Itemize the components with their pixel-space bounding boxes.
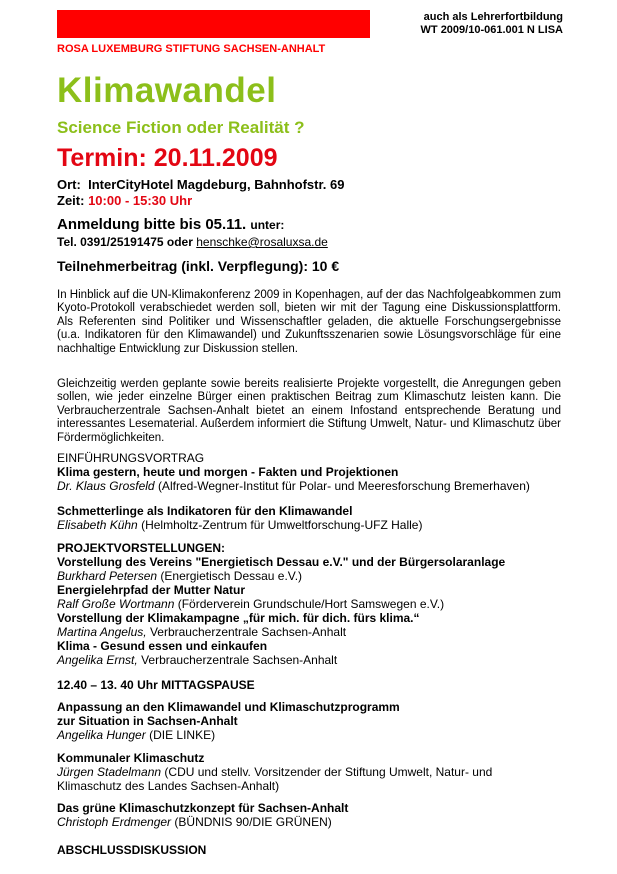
project-title: Klima - Gesund essen und einkaufen [57, 639, 268, 653]
project-speaker-line [57, 569, 567, 583]
intro-paragraph-1: In Hinblick auf die UN-Klimakonferenz 2009 in Kopenhagen, auf der das Nachfolgeabkommen zum Kyoto-Protokoll verabschiedet werden soll, bieten wir mit der Tagung eine Diskussionsplattform. Als Referenten sind Politiker und Wissenschaftler geladen, die aktuelle Forschungsergebnisse (u.a. Indikatoren für den Klimawandel) und Zukunftsszenarien sowie Lösungsvorschläge für eine nachhaltige Entwicklung zur Diskussion stellen. [57, 289, 561, 355]
time-line [57, 193, 192, 208]
program-section-projects [57, 541, 567, 667]
speaker-org: Verbraucherzentrale Sachsen-Anhalt [141, 653, 338, 667]
location-value: InterCityHotel Magdeburg, Bahnhofstr. 69 [88, 177, 345, 192]
speaker-name: Angelika Ernst, [57, 653, 138, 667]
speaker-name: Christoph Erdmenger [57, 815, 172, 829]
section-heading: PROJEKTVORSTELLUNGEN: [57, 541, 226, 555]
talk-title: Das grüne Klimaschutzkonzept für Sachsen-Anhalt [57, 801, 349, 815]
project-title: Energielehrpfad der Mutter Natur [57, 583, 246, 597]
event-date: Termin: 20.11.2009 [57, 144, 278, 172]
registration-deadline: Anmeldung bitte bis 05.11. [57, 216, 247, 233]
contact-line [57, 235, 328, 249]
speaker-name: Elisabeth Kühn [57, 518, 138, 532]
section-heading: EINFÜHRUNGSVORTRAG [57, 451, 205, 465]
speaker-name: Jürgen Stadelmann [57, 765, 162, 779]
speaker-name: Burkhard Petersen [57, 569, 158, 583]
speaker-org: Verbraucherzentrale Sachsen-Anhalt [149, 625, 347, 639]
program-talk-municipal [57, 751, 567, 793]
registration-unter: unter: [250, 218, 285, 232]
speaker-org: (Förderverein Grundschule/Hort Samswegen e.V.) [177, 597, 445, 611]
talk-title-line-2: zur Situation in Sachsen-Anhalt [57, 714, 238, 728]
project-speaker-line [57, 653, 567, 667]
location-line [57, 177, 345, 192]
talk-title: Kommunaler Klimaschutz [57, 751, 205, 765]
program-section-intro [57, 451, 567, 493]
speaker-name: Ralf Große Wortmann [57, 597, 175, 611]
note-line-2: WT 2009/10-061.001 N LISA [420, 24, 563, 36]
time-value: 10:00 - 15:30 Uhr [88, 193, 193, 208]
speaker-org: (Energietisch Dessau e.V.) [160, 569, 303, 583]
speaker-name: Martina Angelus, [57, 625, 147, 639]
speaker-org: (Alfred-Wegner-Institut für Polar- und Meeresforschung Bremerhaven) [157, 479, 530, 493]
project-speaker-line [57, 597, 567, 611]
talk-title-line-1: Anpassung an den Klimawandel und Klimaschutzprogramm [57, 700, 400, 714]
project-speaker-line [57, 625, 567, 639]
talk-speaker-line [57, 479, 567, 493]
speaker-name: Angelika Hunger [57, 728, 146, 742]
project-title: Vorstellung der Klimakampagne „für mich. für dich. fürs klima.“ [57, 611, 420, 625]
speaker-org: (DIE LINKE) [149, 728, 216, 742]
talk-title: Klima gestern, heute und morgen - Fakten und Projektionen [57, 465, 399, 479]
event-subtitle: Science Fiction oder Realität ? [57, 118, 305, 137]
teacher-training-note [393, 11, 563, 37]
talk-speaker-line [57, 765, 567, 779]
talk-speaker-line [57, 728, 567, 742]
closing-discussion: ABSCHLUSSDISKUSSION [57, 843, 207, 857]
program-talk-butterflies [57, 504, 567, 532]
header-red-bar [57, 10, 370, 38]
contact-phone: Tel. 0391/25191475 oder [57, 235, 193, 249]
speaker-name: Dr. Klaus Grosfeld [57, 479, 155, 493]
event-title: Klimawandel [57, 71, 277, 110]
project-title: Vorstellung des Vereins "Energietisch Dessau e.V." und der Bürgersolaranlage [57, 555, 506, 569]
speaker-org: (BÜNDNIS 90/DIE GRÜNEN) [174, 815, 332, 829]
talk-speaker-line [57, 815, 567, 829]
intro-paragraph-2: Gleichzeitig werden geplante sowie bereits realisierte Projekte vorgestellt, die Anregungen geben sollen, wie jeder einzelne Bürger einen praktischen Beitrag zum Klimaschutz leisten kann. Die Verbraucherzentrale Sachsen-Anhalt bietet an einem Infostand entsprechende Beratung und interessantes Lesematerial. Außerdem informiert die Stiftung Umwelt, Natur- und Klimaschutz über Fördermöglichkeiten. [57, 378, 561, 444]
speaker-org: (CDU und stellv. Vorsitzender der Stiftung Umwelt, Natur- und [164, 765, 493, 779]
note-line-1: auch als Lehrerfortbildung [423, 11, 563, 23]
talk-speaker-line [57, 518, 567, 532]
location-label: Ort: [57, 177, 81, 192]
lunch-break: 12.40 – 13. 40 Uhr MITTAGSPAUSE [57, 678, 255, 692]
program-talk-adaptation [57, 700, 567, 742]
participation-fee: Teilnehmerbeitrag (inkl. Verpflegung): 10 € [57, 258, 340, 274]
speaker-org: (Helmholtz-Zentrum für Umweltforschung-UFZ Halle) [141, 518, 423, 532]
talk-title: Schmetterlinge als Indikatoren für den Klimawandel [57, 504, 353, 518]
time-label: Zeit: [57, 193, 85, 208]
registration-line [57, 216, 284, 233]
program-talk-green [57, 801, 567, 829]
speaker-org-continued: Klimaschutz des Landes Sachsen-Anhalt) [57, 779, 280, 793]
organization-name: ROSA LUXEMBURG STIFTUNG SACHSEN-ANHALT [57, 43, 326, 55]
contact-email-link[interactable]: henschke@rosaluxsa.de [196, 235, 328, 249]
